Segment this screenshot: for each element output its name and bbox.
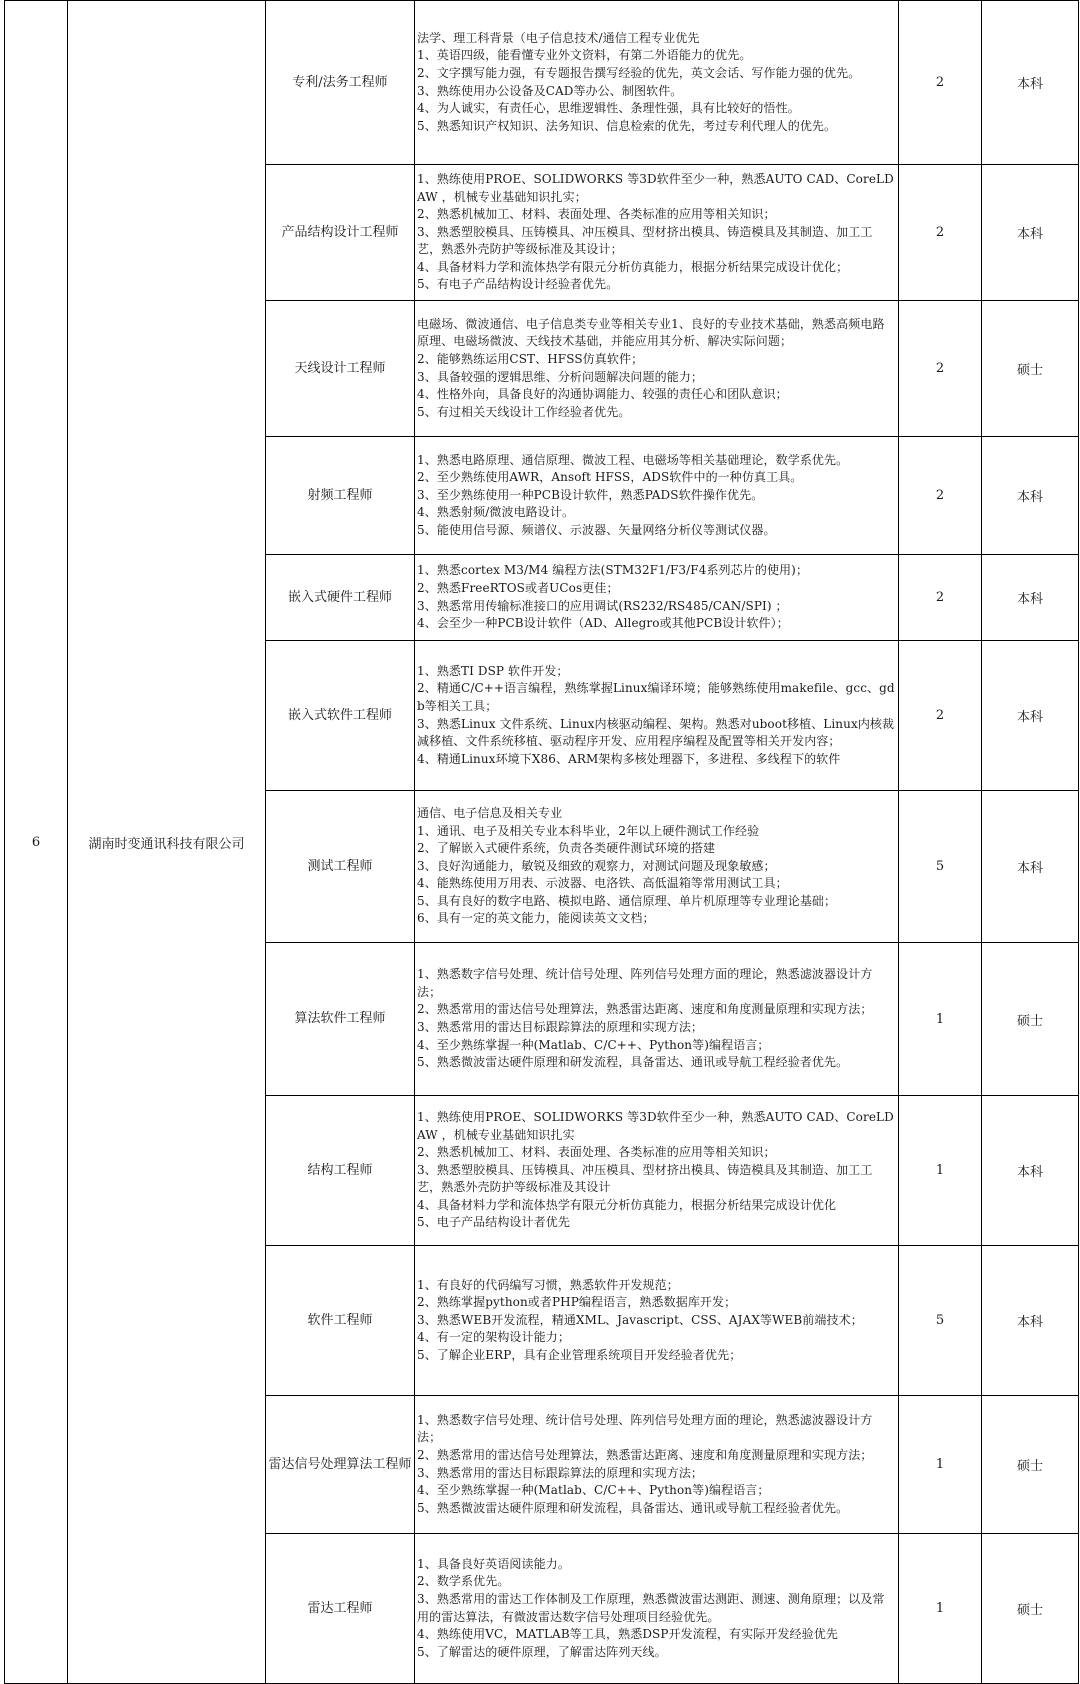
requirement-line: 3、良好沟通能力，敏锐及细致的观察力，对测试问题及现象敏感； [417,858,776,873]
recruitment-table [4,0,1079,1684]
requirement-line: 2、文字撰写能力强，有专题报告撰写经验的优先，英文会话、写作能力强的优先。 [417,65,861,80]
position-cell [266,1,415,165]
headcount-cell [899,1096,982,1246]
requirement-line: 1、熟悉数字信号处理、统计信号处理、阵列信号处理方面的理论，熟悉滤波器设计方法； [417,1412,873,1445]
requirement-line: 2、能够熟练运用CST、HFSS仿真软件； [417,351,644,366]
degree-value: 本科 [1016,227,1043,242]
degree-cell [982,641,1079,791]
requirement-line: 4、性格外向，具备良好的沟通协调能力、较强的责任心和团队意识； [417,387,788,402]
requirement-line: 3、熟悉塑胶模具、压铸模具、冲压模具、型材挤出模具、铸造模具及其制造、加工工艺，熟悉外壳防护等级标准及其设计 [417,1162,873,1195]
degree-value: 本科 [1016,490,1043,505]
headcount-cell [899,1246,982,1396]
company-name: 湖南时变通讯科技有限公司 [88,836,245,852]
headcount-value: 1 [935,1601,945,1616]
headcount-cell [899,301,982,437]
degree-cell [982,165,1079,301]
headcount-value: 1 [935,1011,945,1027]
requirements-cell [415,1534,899,1684]
requirement-line: 4、有一定的架构设计能力； [417,1330,570,1345]
position-cell [266,555,415,641]
degree-cell [982,1,1079,165]
degree-value: 硕士 [1016,1603,1043,1618]
degree-cell [982,1246,1079,1396]
degree-cell [982,791,1079,943]
requirement-line: 4、具备材料力学和流体热学有限元分析仿真能力，根据分析结果完成设计优化 [417,1197,837,1212]
headcount-cell [899,943,982,1096]
requirements-cell [415,555,899,641]
requirements-list [415,805,898,928]
requirement-line: 2、至少熟练使用AWR，Ansoft HFSS，ADS软件中的一种仿真工具。 [417,470,803,485]
headcount-cell [899,791,982,943]
requirements-list [415,1556,898,1662]
headcount-cell [899,1396,982,1534]
requirements-list [415,316,898,422]
headcount-cell [899,165,982,301]
requirement-line: 3、熟悉WEB开发流程，精通XML、Javascript、CSS、AJAX等WEB前端技术； [417,1312,863,1327]
degree-cell [982,437,1079,555]
requirement-line: 6、具有一定的英文能力，能阅读英文文档； [417,911,655,926]
headcount-value: 1 [935,1163,945,1178]
headcount-cell [899,641,982,791]
requirements-list [415,452,898,540]
degree-cell [982,1096,1079,1246]
degree-cell [982,1396,1079,1534]
headcount-value: 2 [935,708,945,723]
requirement-line: 3、具备较强的逻辑思维、分析问题解决问题的能力； [417,369,704,384]
requirement-line: 3、熟悉常用的雷达目标跟踪算法的原理和实现方法； [417,1465,704,1480]
requirements-cell [415,791,899,943]
position-cell [266,1534,415,1684]
requirement-line: 3、熟悉Linux 文件系统、Linux内核驱动编程、架构。熟悉对uboot移植、Linux内核裁减移植、文件系统移植、驱动程序开发、应用程序编程及配置等相关开发内容； [417,716,895,749]
company-cell [68,1,266,1684]
requirement-line: 4、至少熟练掌握一种(Matlab、C/C++、Python等)编程语言； [417,1037,770,1052]
requirements-cell [415,1096,899,1246]
requirement-line: 2、熟悉常用的雷达信号处理算法，熟悉雷达距离、速度和角度测量原理和实现方法； [417,1002,873,1017]
degree-cell [982,301,1079,437]
degree-value: 硕士 [1016,1013,1043,1029]
requirement-line: 1、英语四级，能看懂专业外文资料，有第二外语能力的优先。 [417,48,752,63]
position-cell [266,437,415,555]
requirement-line: 1、通讯、电子及相关专业本科毕业，2年以上硬件测试工作经验 [417,823,760,838]
requirement-line: 1、熟练使用PROE、SOLIDWORKS 等3D软件至少一种，熟悉AUTO CAD、CoreLDAW ，机械专业基础知识扎实 [417,1109,894,1142]
degree-value: 本科 [1016,77,1043,92]
requirement-line: 1、具备良好英语阅读能力。 [417,1556,570,1571]
requirement-line: 3、熟悉塑胶模具、压铸模具、冲压模具、型材挤出模具、铸造模具及其制造、加工工艺，熟悉外壳防护等级标准及其设计； [417,224,873,257]
requirements-cell [415,165,899,301]
degree-value: 本科 [1016,861,1043,876]
requirement-line: 5、具有良好的数字电路、模拟电路、通信原理、单片机原理等专业理论基础； [417,893,837,908]
requirements-cell [415,437,899,555]
position-title: 雷达工程师 [307,1600,373,1616]
degree-cell [982,555,1079,641]
requirement-line: 4、熟悉射频/微波电路设计。 [417,505,575,520]
position-title: 专利/法务工程师 [292,74,388,90]
headcount-cell [899,1,982,165]
requirement-line: 法学、理工科背景（电子信息技术/通信工程专业优先 [417,30,700,45]
headcount-value: 2 [935,590,945,605]
degree-value: 硕士 [1016,363,1043,378]
degree-value: 本科 [1016,1165,1043,1180]
requirements-list [415,562,898,632]
requirement-line: 2、精通C/C++语言编程，熟练掌握Linux编译环境；能够熟练使用makefile、gcc、gdb等相关工具； [417,681,895,713]
requirement-line: 3、熟悉常用的雷达目标跟踪算法的原理和实现方法； [417,1020,704,1034]
requirement-line: 通信、电子信息及相关专业 [417,805,563,820]
position-cell [266,791,415,943]
position-title: 测试工程师 [307,858,373,874]
index-cell [5,1,68,1684]
requirement-line: 5、电子产品结构设计者优先 [417,1215,570,1230]
requirement-line: 5、能使用信号源、频谱仪、示波器、矢量网络分析仪等测试仪器。 [417,522,776,537]
position-cell [266,1096,415,1246]
requirement-line: 1、熟悉电路原理、通信原理、微波工程、电磁场等相关基础理论，数学系优先。 [417,452,849,467]
degree-value: 硕士 [1016,1459,1043,1474]
requirement-line: 3、熟悉常用传输标准接口的应用调试(RS232/RS485/CAN/SPI) ； [417,598,788,613]
degree-value: 本科 [1016,1315,1043,1330]
requirement-line: 5、有过相关天线设计工作经验者优先。 [417,404,631,419]
requirements-cell [415,1,899,165]
degree-cell [982,943,1079,1096]
requirement-line: 4、精通Linux环境下X86、ARM架构多核处理器下，多进程、多线程下的软件 [417,751,841,766]
headcount-value: 5 [935,859,945,874]
position-cell [266,165,415,301]
requirement-line: 4、熟练使用VC，MATLAB等工具，熟悉DSP开发流程，有实际开发经验优先 [417,1627,838,1642]
degree-cell [982,1534,1079,1684]
requirements-list [415,171,898,294]
headcount-cell [899,555,982,641]
requirement-line: 1、熟悉数字信号处理、统计信号处理、阵列信号处理方面的理论，熟悉滤波器设计方法； [417,967,873,999]
requirement-line: 4、具备材料力学和流体热学有限元分析仿真能力，根据分析结果完成设计优化； [417,259,849,274]
headcount-value: 5 [935,1313,945,1328]
requirement-line: 5、熟悉知识产权知识、法务知识、信息检索的优先，考过专利代理人的优先。 [417,118,837,133]
position-title: 结构工程师 [307,1162,373,1178]
headcount-value: 2 [935,361,945,376]
requirement-line: 2、熟悉常用的雷达信号处理算法，熟悉雷达距离、速度和角度测量原理和实现方法； [417,1447,873,1462]
headcount-cell [899,1534,982,1684]
requirement-line: 4、会至少一种PCB设计软件（AD、Allegro或其他PCB设计软件）； [417,616,789,631]
headcount-value: 2 [935,488,945,503]
requirement-line: 5、了解雷达的硬件原理，了解雷达阵列天线。 [417,1644,667,1659]
requirement-line: 2、熟悉FreeRTOS或者UCos更佳； [417,580,619,595]
requirement-line: 1、熟悉cortex M3/M4 编程方法(STM32F1/F3/F4系列芯片的使用)； [417,563,809,578]
requirement-line: 5、了解企业ERP，具有企业管理系统项目开发经验者优先； [417,1347,742,1362]
requirement-line: 2、熟悉机械加工、材料、表面处理、各类标准的应用等相关知识； [417,207,776,222]
headcount-value: 1 [935,1457,945,1472]
requirements-cell [415,301,899,437]
table-row [5,1,1079,165]
requirements-cell [415,1246,899,1396]
requirements-list [415,1277,898,1365]
requirements-list [415,30,898,136]
requirement-line: 4、至少熟练掌握一种(Matlab、C/C++、Python等)编程语言； [417,1483,770,1498]
requirements-cell [415,943,899,1096]
position-title: 雷达信号处理算法工程师 [268,1456,412,1472]
position-cell [266,641,415,791]
headcount-value: 2 [935,75,945,90]
position-title: 天线设计工程师 [294,360,386,376]
position-title: 嵌入式软件工程师 [287,707,392,723]
requirement-line: 3、至少熟练使用一种PCB设计软件，熟悉PADS软件操作优先。 [417,487,764,502]
position-cell [266,1396,415,1534]
index-number: 6 [31,834,41,850]
degree-value: 本科 [1016,710,1043,725]
requirement-line: 2、熟悉机械加工、材料、表面处理、各类标准的应用等相关知识； [417,1145,776,1160]
requirement-line: 4、为人诚实，有责任心，思维逻辑性、条理性强，具有比较好的悟性。 [417,101,800,116]
position-cell [266,301,415,437]
requirement-line: 5、熟悉微波雷达硬件原理和研发流程，具备雷达、通讯或导航工程经验者优先。 [417,1055,849,1070]
requirements-cell [415,1396,899,1534]
requirement-line: 3、熟练使用办公设备及CAD等办公、制图软件。 [417,83,683,98]
position-title: 嵌入式硬件工程师 [287,589,392,605]
position-cell [266,1246,415,1396]
degree-value: 本科 [1016,592,1043,607]
headcount-value: 2 [935,225,945,240]
requirement-line: 2、数学系优先。 [417,1574,510,1589]
requirements-list [415,1109,898,1232]
requirement-line: 1、有良好的代码编写习惯，熟悉软件开发规范； [417,1277,679,1292]
headcount-cell [899,437,982,555]
requirement-line: 2、了解嵌入式硬件系统，负责各类硬件测试环境的搭建 [417,841,716,856]
requirement-line: 电磁场、微波通信、电子信息类专业等相关专业1、良好的专业技术基础，熟悉高频电路原理、电磁场微波、天线技术基础，并能应用其分析、解决实际问题； [417,316,885,349]
requirement-line: 5、熟悉微波雷达硬件原理和研发流程，具备雷达、通讯或导航工程经验者优先。 [417,1500,849,1515]
position-title: 产品结构设计工程师 [281,224,399,240]
requirements-list [415,663,898,769]
requirements-cell [415,641,899,791]
requirement-line: 4、能熟练使用万用表、示波器、电洛铁、高低温箱等常用测试工具； [417,876,788,891]
requirement-line: 2、熟练掌握python或者PHP编程语言，熟悉数据库开发； [417,1295,737,1310]
requirement-line: 1、熟练使用PROE、SOLIDWORKS 等3D软件至少一种，熟悉AUTO CAD、CoreLDAW ，机械专业基础知识扎实； [417,171,894,204]
requirements-list [415,1412,898,1518]
position-title: 软件工程师 [307,1312,373,1328]
position-cell [266,943,415,1096]
position-title: 射频工程师 [307,487,373,503]
requirement-line: 3、熟悉常用的雷达工作体制及工作原理，熟悉微波雷达测距、测速、测角原理；以及常用的雷达算法，有微波雷达数字信号处理项目经验优先。 [417,1591,885,1624]
requirement-line: 5、有电子产品结构设计经验者优先。 [417,277,619,292]
requirement-line: 1、熟悉TI DSP 软件开发； [417,663,569,678]
requirements-list [415,966,898,1072]
position-title: 算法软件工程师 [294,1011,386,1026]
